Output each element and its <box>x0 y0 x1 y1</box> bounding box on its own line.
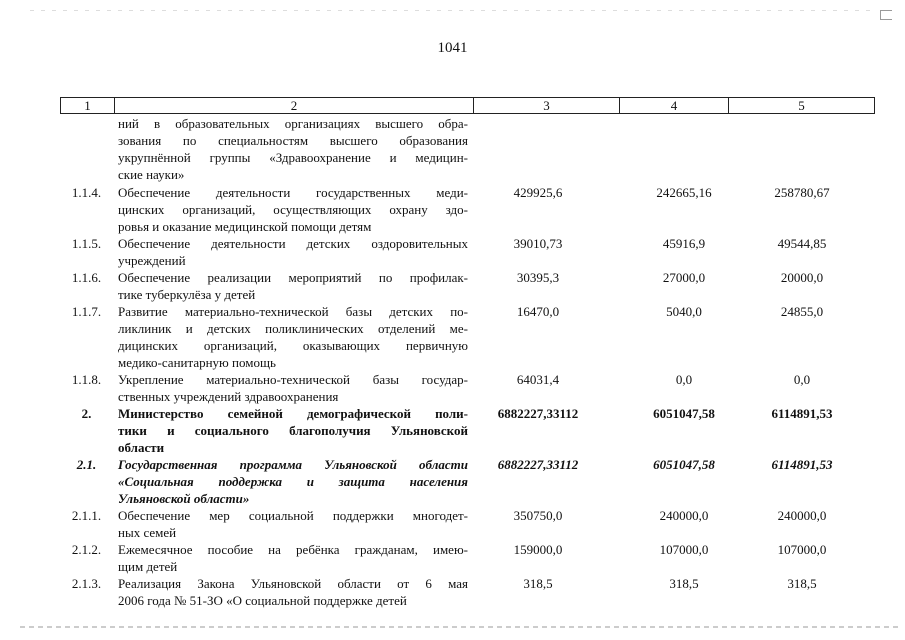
description-line: ликлиник и детских поликлинических отделений ме- <box>118 321 468 336</box>
row-description <box>118 541 468 575</box>
description-line: 2006 года № 51-ЗО «О социальной поддержке детей <box>118 593 407 608</box>
value-column-3: 64031,4 <box>516 372 560 387</box>
description-line: Развитие материально-технической базы детских по- <box>118 304 468 319</box>
row-number: 2. <box>81 406 92 421</box>
value-column-3: 30395,3 <box>516 270 560 285</box>
row-description <box>118 456 468 507</box>
description-line: учреждений <box>118 253 186 268</box>
description-line: цинских организаций, осуществляющих охрану здо- <box>118 202 468 217</box>
description-line: тике туберкулёза у детей <box>118 287 256 302</box>
value-column-3: 6882227,33112 <box>497 457 579 472</box>
row-number: 1.1.4. <box>71 185 102 200</box>
page-number: 1041 <box>437 40 468 56</box>
row-number: 2.1.2. <box>71 542 102 557</box>
scan-artifact-bottom <box>20 626 900 628</box>
row-description <box>118 184 468 235</box>
row-description <box>118 303 468 371</box>
description-line: Обеспечение мер социальной поддержки многодет- <box>118 508 468 523</box>
value-column-3: 16470,0 <box>516 304 560 319</box>
description-line: ний в образовательных организациях высшего обра- <box>118 116 468 131</box>
row-description <box>118 235 468 269</box>
value-column-5: 107000,0 <box>777 542 827 557</box>
description-line: Министерство семейной демографической поли- <box>118 406 468 421</box>
row-description <box>118 115 468 183</box>
description-line: укрупнённой группы «Здравоохранение и медицин- <box>118 150 468 165</box>
value-column-4: 45916,9 <box>662 236 706 251</box>
description-line: ственных учреждений здравоохранения <box>118 389 339 404</box>
value-column-3: 429925,6 <box>513 185 563 200</box>
description-line: области <box>118 440 165 455</box>
value-column-5: 6114891,53 <box>771 406 833 421</box>
description-line: Государственная программа Ульяновской области <box>118 457 468 472</box>
value-column-5: 0,0 <box>793 372 811 387</box>
description-line: ных семей <box>118 525 177 540</box>
description-line: Обеспечение деятельности детских оздоровительных <box>118 236 468 251</box>
value-column-4: 27000,0 <box>662 270 706 285</box>
description-line: ские науки» <box>118 167 185 182</box>
value-column-4: 5040,0 <box>666 304 702 319</box>
value-column-4: 240000,0 <box>659 508 709 523</box>
value-column-4: 318,5 <box>669 576 699 591</box>
row-description <box>118 507 468 541</box>
description-line: «Социальная поддержка и защита населения <box>118 474 468 489</box>
value-column-5: 318,5 <box>787 576 817 591</box>
value-column-4: 0,0 <box>675 372 693 387</box>
value-column-4: 6051047,58 <box>653 406 715 421</box>
value-column-5: 20000,0 <box>780 270 824 285</box>
row-description <box>118 575 468 609</box>
scan-artifact-top <box>30 10 875 11</box>
value-column-5: 240000,0 <box>777 508 827 523</box>
row-number: 2.1. <box>76 457 97 472</box>
column-header-5: 5 <box>798 98 805 113</box>
description-line: Обеспечение реализации мероприятий по профилак- <box>118 270 468 285</box>
value-column-5: 49544,85 <box>777 236 827 251</box>
value-column-3: 159000,0 <box>513 542 563 557</box>
column-header-1: 1 <box>61 98 115 113</box>
table-header <box>60 97 875 114</box>
value-column-4: 107000,0 <box>659 542 709 557</box>
row-number: 1.1.6. <box>71 270 102 285</box>
description-line: щим детей <box>118 559 178 574</box>
description-line: Ежемесячное пособие на ребёнка гражданам, имею- <box>118 542 468 557</box>
column-header-2: 2 <box>115 98 474 113</box>
description-line: дицинских организаций, оказывающих первичную <box>118 338 468 353</box>
description-line: зования по специальностям высшего образования <box>118 133 468 148</box>
row-description <box>118 371 468 405</box>
description-line: тики и социального благополучия Ульяновской <box>118 423 468 438</box>
value-column-4: 242665,16 <box>656 185 712 200</box>
row-number: 2.1.1. <box>71 508 102 523</box>
description-line: Обеспечение деятельности государственных меди- <box>118 185 468 200</box>
value-column-3: 6882227,33112 <box>497 406 579 421</box>
row-description <box>118 269 468 303</box>
description-line: Реализация Закона Ульяновской области от 6 мая <box>118 576 468 591</box>
row-number: 1.1.5. <box>71 236 102 251</box>
row-number: 1.1.8. <box>71 372 102 387</box>
description-line: Ульяновской области» <box>118 491 250 506</box>
value-column-5: 6114891,53 <box>771 457 833 472</box>
value-column-5: 258780,67 <box>774 185 830 200</box>
column-header-3: 3 <box>474 98 620 113</box>
row-number: 2.1.3. <box>71 576 102 591</box>
value-column-3: 350750,0 <box>513 508 563 523</box>
value-column-3: 318,5 <box>523 576 553 591</box>
value-column-5: 24855,0 <box>780 304 824 319</box>
description-line: медико-санитарную помощь <box>118 355 276 370</box>
value-column-4: 6051047,58 <box>653 457 715 472</box>
scan-corner-mark <box>880 10 892 20</box>
value-column-3: 39010,73 <box>513 236 563 251</box>
row-description <box>118 405 468 456</box>
description-line: Укрепление материально-технической базы государ- <box>118 372 468 387</box>
row-number: 1.1.7. <box>71 304 102 319</box>
description-line: ровья и оказание медицинской помощи детям <box>118 219 372 234</box>
column-header-4: 4 <box>620 98 729 113</box>
